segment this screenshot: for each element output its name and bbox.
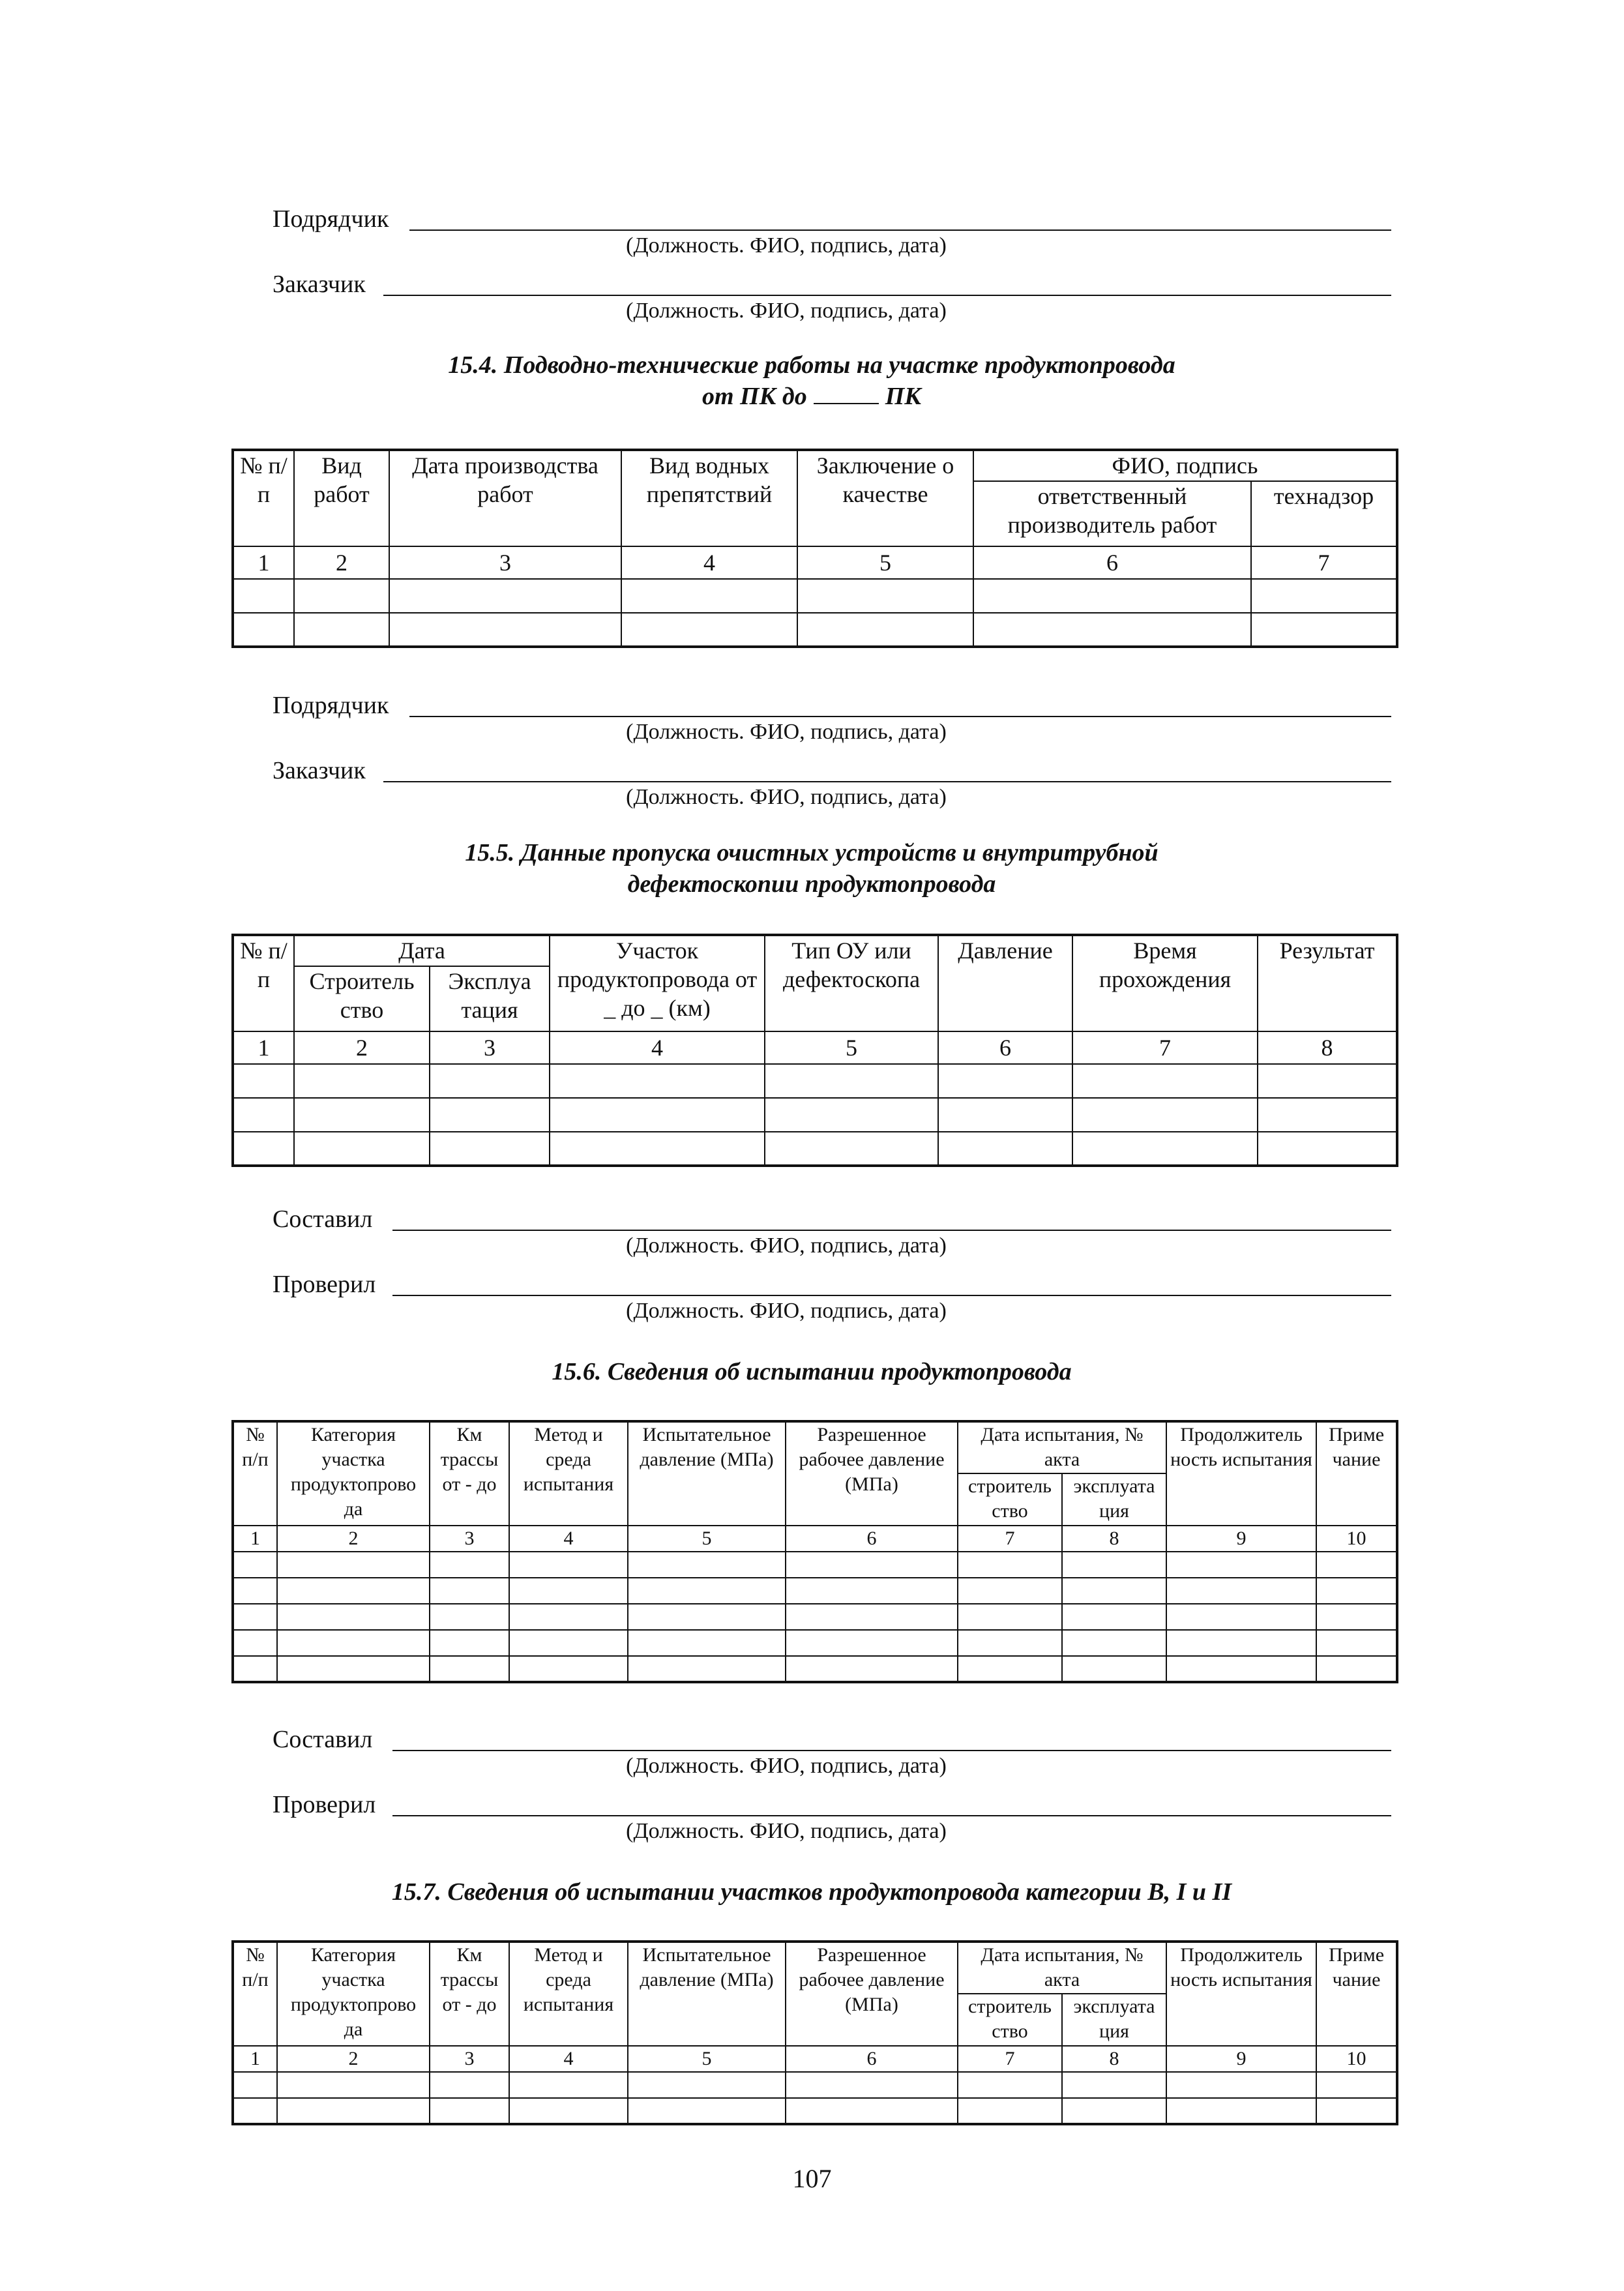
customer-label: Заказчик — [273, 757, 366, 784]
section-title-line: дефектоскопии продуктопровода — [627, 870, 996, 898]
header-allowed-pressure: Разрешенное рабочее давление (МПа) — [786, 1421, 958, 1526]
table-cell[interactable] — [430, 1552, 509, 1578]
section-title-line — [228, 381, 1395, 412]
signature-rule — [392, 1750, 1391, 1751]
table-cell[interactable] — [430, 2072, 509, 2098]
column-number: 9 — [1166, 2046, 1316, 2072]
table-cell[interactable] — [786, 1656, 958, 1682]
table-15-5 — [231, 934, 1398, 1167]
header-quality: Заключение о качестве — [797, 450, 973, 546]
signature-block-top — [273, 196, 1391, 326]
table-cell[interactable] — [233, 1630, 277, 1656]
column-number: 6 — [973, 546, 1251, 579]
table-cell[interactable] — [1062, 2098, 1166, 2124]
column-number: 5 — [628, 1526, 786, 1552]
signature-block-15-4 — [273, 682, 1391, 812]
table-cell[interactable] — [786, 1604, 958, 1630]
signature-caption: (Должность. ФИО, подпись, дата) — [626, 1234, 947, 1258]
signature-caption: (Должность. ФИО, подпись, дата) — [626, 233, 947, 258]
table-row — [233, 613, 1397, 647]
header-date-group: Дата испытания, № акта — [958, 1942, 1166, 1994]
column-number: 4 — [550, 1031, 765, 1064]
table-cell[interactable] — [277, 1578, 430, 1604]
table-cell[interactable] — [1072, 1132, 1258, 1166]
column-number: 2 — [277, 1526, 430, 1552]
table-cell[interactable] — [1316, 2072, 1397, 2098]
header-construction: строитель ство — [958, 1994, 1062, 2046]
column-number: 6 — [786, 1526, 958, 1552]
table-cell[interactable] — [430, 1578, 509, 1604]
table-cell[interactable] — [958, 1578, 1062, 1604]
table-cell[interactable] — [1251, 613, 1397, 647]
table-cell[interactable] — [1316, 1630, 1397, 1656]
table-cell[interactable] — [233, 1098, 294, 1132]
table-cell[interactable] — [797, 579, 973, 613]
table-cell[interactable] — [628, 1604, 786, 1630]
table-cell[interactable] — [938, 1132, 1072, 1166]
signature-rule — [409, 716, 1391, 717]
signature-rule — [392, 1295, 1391, 1296]
customer-signature-line — [273, 747, 1391, 786]
table-row — [233, 1656, 1397, 1682]
column-number: 3 — [430, 1526, 509, 1552]
column-number: 3 — [430, 2046, 509, 2072]
table-15-7 — [231, 1940, 1398, 2125]
signature-caption: (Должность. ФИО, подпись, дата) — [626, 299, 947, 323]
table-row — [233, 1578, 1397, 1604]
column-number: 1 — [233, 1031, 294, 1064]
table-cell[interactable] — [233, 1604, 277, 1630]
table-cell[interactable] — [233, 2098, 277, 2124]
header-num: № п/п — [233, 450, 294, 546]
column-number: 7 — [1072, 1031, 1258, 1064]
table-cell[interactable] — [430, 1098, 550, 1132]
header-passage-time: Время прохождения — [1072, 935, 1258, 1031]
table-cell[interactable] — [550, 1064, 765, 1098]
table-row — [233, 1552, 1397, 1578]
header-operation: эксплуата ция — [1062, 1994, 1166, 2046]
table-cell[interactable] — [621, 579, 797, 613]
section-15-4-title — [228, 349, 1395, 412]
header-num: № п/п — [233, 935, 294, 1031]
table-cell[interactable] — [430, 1132, 550, 1166]
column-number: 1 — [233, 546, 294, 579]
header-method: Метод и среда испытания — [509, 1421, 628, 1526]
table-cell[interactable] — [958, 1630, 1062, 1656]
checked-signature-line — [273, 1781, 1391, 1820]
signature-rule — [392, 1815, 1391, 1816]
compiled-signature-line — [273, 1716, 1391, 1755]
table-row — [233, 1604, 1397, 1630]
signature-caption: (Должность. ФИО, подпись, дата) — [626, 1819, 947, 1843]
table-cell[interactable] — [294, 1132, 430, 1166]
header-note: Приме чание — [1316, 1421, 1397, 1526]
column-number: 8 — [1258, 1031, 1397, 1064]
table-cell[interactable] — [958, 2098, 1062, 2124]
customer-signature-line — [273, 261, 1391, 300]
column-number: 5 — [797, 546, 973, 579]
header-construction: строитель ство — [958, 1473, 1062, 1526]
table-cell[interactable] — [1062, 1604, 1166, 1630]
table-15-6 — [231, 1420, 1398, 1683]
column-number: 5 — [765, 1031, 938, 1064]
table-cell[interactable] — [1166, 1656, 1316, 1682]
customer-label: Заказчик — [273, 271, 366, 298]
table-cell[interactable] — [277, 1656, 430, 1682]
header-km: Км трассы от - до — [430, 1421, 509, 1526]
table-cell[interactable] — [628, 1656, 786, 1682]
table-row — [233, 1098, 1397, 1132]
checked-label: Проверил — [273, 1271, 376, 1298]
signature-caption: (Должность. ФИО, подпись, дата) — [626, 1299, 947, 1323]
table-cell[interactable] — [628, 1630, 786, 1656]
column-number: 3 — [389, 546, 621, 579]
header-note: Приме чание — [1316, 1942, 1397, 2046]
column-number: 2 — [277, 2046, 430, 2072]
section-15-6-title — [228, 1356, 1395, 1387]
section-15-7-title — [228, 1876, 1395, 1908]
compiled-label: Составил — [273, 1205, 373, 1233]
table-cell[interactable] — [509, 1552, 628, 1578]
section-title-line: 15.5. Данные пропуска очистных устройств и внутритрубной — [465, 839, 1159, 866]
header-device-type: Тип ОУ или дефектоскопа — [765, 935, 938, 1031]
signature-caption: (Должность. ФИО, подпись, дата) — [626, 720, 947, 744]
table-cell[interactable] — [1166, 1578, 1316, 1604]
table-cell[interactable] — [389, 613, 621, 647]
table-cell[interactable] — [973, 579, 1251, 613]
header-fio-group: ФИО, подпись — [973, 450, 1397, 481]
table-row — [233, 1132, 1397, 1166]
section-title-line: 15.7. Сведения об испытании участков продуктопровода категории В, I и II — [391, 1878, 1232, 1906]
table-15-4 — [231, 449, 1398, 648]
table-cell[interactable] — [430, 1656, 509, 1682]
table-cell[interactable] — [294, 613, 389, 647]
table-cell[interactable] — [430, 1604, 509, 1630]
header-water-obstacles: Вид водных препятствий — [621, 450, 797, 546]
header-method: Метод и среда испытания — [509, 1942, 628, 2046]
table-cell[interactable] — [958, 1604, 1062, 1630]
signature-rule — [392, 1230, 1391, 1231]
table-cell[interactable] — [1062, 1656, 1166, 1682]
compiled-signature-line — [273, 1196, 1391, 1235]
table-cell[interactable] — [1062, 1630, 1166, 1656]
table-cell[interactable] — [277, 1552, 430, 1578]
table-cell[interactable] — [1062, 1578, 1166, 1604]
table-cell[interactable] — [938, 1098, 1072, 1132]
column-number: 1 — [233, 1526, 277, 1552]
table-cell[interactable] — [958, 1656, 1062, 1682]
table-cell[interactable] — [233, 579, 294, 613]
header-supervision: технадзор — [1251, 481, 1397, 546]
column-number: 9 — [1166, 1526, 1316, 1552]
title-blank — [814, 383, 879, 404]
table-cell[interactable] — [233, 1552, 277, 1578]
column-number: 10 — [1316, 2046, 1397, 2072]
table-cell[interactable] — [1072, 1064, 1258, 1098]
table-cell[interactable] — [509, 2098, 628, 2124]
column-number: 2 — [294, 546, 389, 579]
table-cell[interactable] — [786, 2098, 958, 2124]
table-cell[interactable] — [628, 1578, 786, 1604]
table-cell[interactable] — [1062, 1552, 1166, 1578]
table-cell[interactable] — [294, 1064, 430, 1098]
table-cell[interactable] — [1316, 1578, 1397, 1604]
table-cell[interactable] — [1258, 1064, 1397, 1098]
table-cell[interactable] — [509, 1656, 628, 1682]
table-cell[interactable] — [277, 2072, 430, 2098]
table-cell[interactable] — [430, 2098, 509, 2124]
header-section: Участок продуктопровода от _ до _ (км) — [550, 935, 765, 1031]
section-title-line: 15.6. Сведения об испытании продуктопровода — [552, 1358, 1072, 1385]
signature-block-15-5 — [273, 1196, 1391, 1326]
column-number: 3 — [430, 1031, 550, 1064]
table-cell[interactable] — [509, 1630, 628, 1656]
table-cell[interactable] — [765, 1064, 938, 1098]
table-cell[interactable] — [797, 613, 973, 647]
column-number: 4 — [621, 546, 797, 579]
table-cell[interactable] — [786, 1578, 958, 1604]
contractor-signature-line — [273, 196, 1391, 235]
column-number: 8 — [1062, 1526, 1166, 1552]
column-number: 7 — [958, 1526, 1062, 1552]
table-cell[interactable] — [233, 2072, 277, 2098]
table-cell[interactable] — [958, 2072, 1062, 2098]
table-cell[interactable] — [628, 2072, 786, 2098]
header-work-type: Вид работ — [294, 450, 389, 546]
contractor-label: Подрядчик — [273, 205, 389, 233]
contractor-signature-line — [273, 682, 1391, 721]
header-construction: Строитель ство — [294, 966, 430, 1031]
table-cell[interactable] — [233, 1064, 294, 1098]
column-number: 5 — [628, 2046, 786, 2072]
table-cell[interactable] — [277, 1604, 430, 1630]
table-cell[interactable] — [1166, 2072, 1316, 2098]
table-cell[interactable] — [1258, 1132, 1397, 1166]
header-num: № п/п — [233, 1421, 277, 1526]
table-row — [233, 1064, 1397, 1098]
column-number: 6 — [938, 1031, 1072, 1064]
table-cell[interactable] — [430, 1630, 509, 1656]
table-cell[interactable] — [938, 1064, 1072, 1098]
table-cell[interactable] — [765, 1098, 938, 1132]
signature-block-15-6 — [273, 1716, 1391, 1846]
section-title-line: 15.4. Подводно-технические работы на участке продуктопровода — [448, 351, 1175, 379]
column-number: 6 — [786, 2046, 958, 2072]
table-row — [233, 2072, 1397, 2098]
table-cell[interactable] — [233, 613, 294, 647]
header-operation: эксплуата ция — [1062, 1473, 1166, 1526]
checked-label: Проверил — [273, 1791, 376, 1818]
signature-caption: (Должность. ФИО, подпись, дата) — [626, 1754, 947, 1778]
table-cell[interactable] — [628, 1552, 786, 1578]
header-date-group: Дата — [294, 935, 550, 966]
table-cell[interactable] — [233, 1132, 294, 1166]
compiled-label: Составил — [273, 1726, 373, 1753]
table-cell[interactable] — [233, 1656, 277, 1682]
table-cell[interactable] — [1251, 579, 1397, 613]
table-cell[interactable] — [1316, 1604, 1397, 1630]
signature-rule — [383, 781, 1391, 782]
table-cell[interactable] — [509, 1604, 628, 1630]
table-cell[interactable] — [1166, 2098, 1316, 2124]
table-cell[interactable] — [550, 1132, 765, 1166]
header-test-pressure: Испытательное давление (МПа) — [628, 1942, 786, 2046]
column-number: 1 — [233, 2046, 277, 2072]
table-cell[interactable] — [430, 1064, 550, 1098]
checked-signature-line — [273, 1261, 1391, 1300]
table-cell[interactable] — [277, 2098, 430, 2124]
table-cell[interactable] — [1316, 1656, 1397, 1682]
header-responsible: ответственный производитель работ — [973, 481, 1251, 546]
page-number: 107 — [792, 2164, 832, 2193]
table-cell[interactable] — [958, 1552, 1062, 1578]
column-number: 8 — [1062, 2046, 1166, 2072]
table-cell[interactable] — [509, 1578, 628, 1604]
signature-rule — [409, 229, 1391, 231]
signature-rule — [383, 295, 1391, 296]
header-km: Км трассы от - до — [430, 1942, 509, 2046]
table-cell[interactable] — [1258, 1098, 1397, 1132]
table-cell[interactable] — [765, 1132, 938, 1166]
table-cell[interactable] — [973, 613, 1251, 647]
table-cell[interactable] — [389, 579, 621, 613]
column-number: 7 — [958, 2046, 1062, 2072]
header-category: Категория участка продуктопрово да — [277, 1421, 430, 1526]
header-result: Результат — [1258, 935, 1397, 1031]
table-cell[interactable] — [786, 2072, 958, 2098]
table-cell[interactable] — [1166, 1552, 1316, 1578]
table-cell[interactable] — [1316, 2098, 1397, 2124]
header-allowed-pressure: Разрешенное рабочее давление (МПа) — [786, 1942, 958, 2046]
header-category: Категория участка продуктопрово да — [277, 1942, 430, 2046]
table-cell[interactable] — [1062, 2072, 1166, 2098]
header-num: № п/п — [233, 1942, 277, 2046]
section-15-5-title — [228, 837, 1395, 900]
signature-caption: (Должность. ФИО, подпись, дата) — [626, 785, 947, 809]
header-date-group: Дата испытания, № акта — [958, 1421, 1166, 1473]
table-cell[interactable] — [550, 1098, 765, 1132]
table-cell[interactable] — [628, 2098, 786, 2124]
table-row — [233, 1630, 1397, 1656]
column-number: 7 — [1251, 546, 1397, 579]
table-row — [233, 2098, 1397, 2124]
column-number: 4 — [509, 2046, 628, 2072]
header-duration: Продолжитель ность испытания — [1166, 1942, 1316, 2046]
table-cell[interactable] — [1316, 1552, 1397, 1578]
column-number: 2 — [294, 1031, 430, 1064]
table-cell[interactable] — [509, 2072, 628, 2098]
title-from: от ПК до — [701, 383, 807, 410]
table-cell[interactable] — [233, 1578, 277, 1604]
column-number: 10 — [1316, 1526, 1397, 1552]
column-number: 4 — [509, 1526, 628, 1552]
contractor-label: Подрядчик — [273, 692, 389, 719]
table-cell[interactable] — [294, 1098, 430, 1132]
table-cell[interactable] — [1166, 1604, 1316, 1630]
table-cell[interactable] — [1072, 1098, 1258, 1132]
header-test-pressure: Испытательное давление (МПа) — [628, 1421, 786, 1526]
table-cell[interactable] — [277, 1630, 430, 1656]
table-cell[interactable] — [786, 1630, 958, 1656]
table-row — [233, 579, 1397, 613]
header-pressure: Давление — [938, 935, 1072, 1031]
table-cell[interactable] — [1166, 1630, 1316, 1656]
header-work-date: Дата производства работ — [389, 450, 621, 546]
table-cell[interactable] — [294, 579, 389, 613]
header-duration: Продолжитель ность испытания — [1166, 1421, 1316, 1526]
title-to: ПК — [885, 383, 922, 410]
header-operation: Эксплуа тация — [430, 966, 550, 1031]
table-cell[interactable] — [786, 1552, 958, 1578]
table-cell[interactable] — [621, 613, 797, 647]
